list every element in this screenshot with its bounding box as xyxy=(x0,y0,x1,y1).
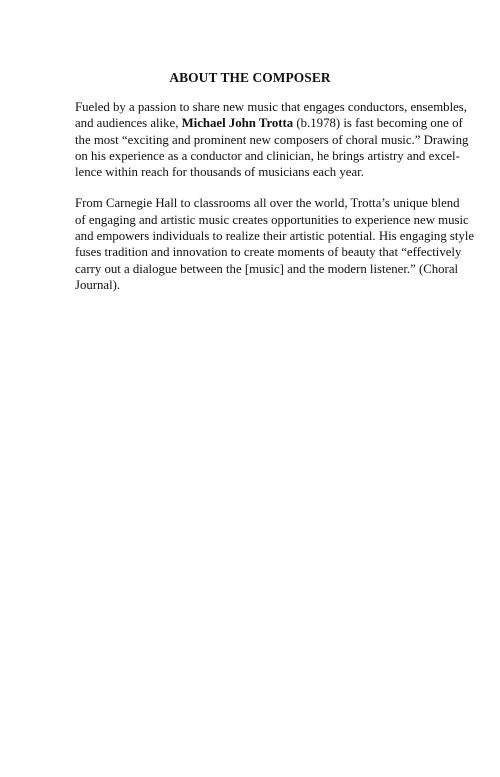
page-title: ABOUT THE COMPOSER xyxy=(169,70,331,85)
text-line: Fueled by a passion to share new music that engages conductors, ensembles, xyxy=(75,100,467,114)
text-line: on his experience as a conductor and clinician, he brings artistry and excel- xyxy=(75,148,460,163)
text-line xyxy=(75,115,463,131)
text-segment: and audiences alike, xyxy=(75,116,182,131)
text-line: of engaging and artistic music creates opportunities to experience new music xyxy=(75,212,469,227)
text-line: carry out a dialogue between the [music] and the modern listener.” (Choral xyxy=(75,261,459,276)
text-line: From Carnegie Hall to classrooms all over the world, Trotta’s unique blend xyxy=(75,196,460,211)
paragraph-intro xyxy=(75,99,469,180)
composer-name: Michael John Trotta xyxy=(181,116,294,131)
text-line: lence within reach for thousands of musicians each year. xyxy=(75,165,364,180)
document-body xyxy=(75,99,475,293)
text-line: and empowers individuals to realize their artistic potential. His engaging style xyxy=(75,229,475,244)
text-segment: (b.1978) is fast becoming one of xyxy=(293,116,463,131)
text-line: Journal). xyxy=(75,277,121,292)
text-line: the most “exciting and prominent new composers of choral music.” Drawing xyxy=(75,132,469,147)
text-line: fuses tradition and innovation to create moments of beauty that “effectively xyxy=(75,245,462,260)
paragraph-career xyxy=(75,195,475,293)
